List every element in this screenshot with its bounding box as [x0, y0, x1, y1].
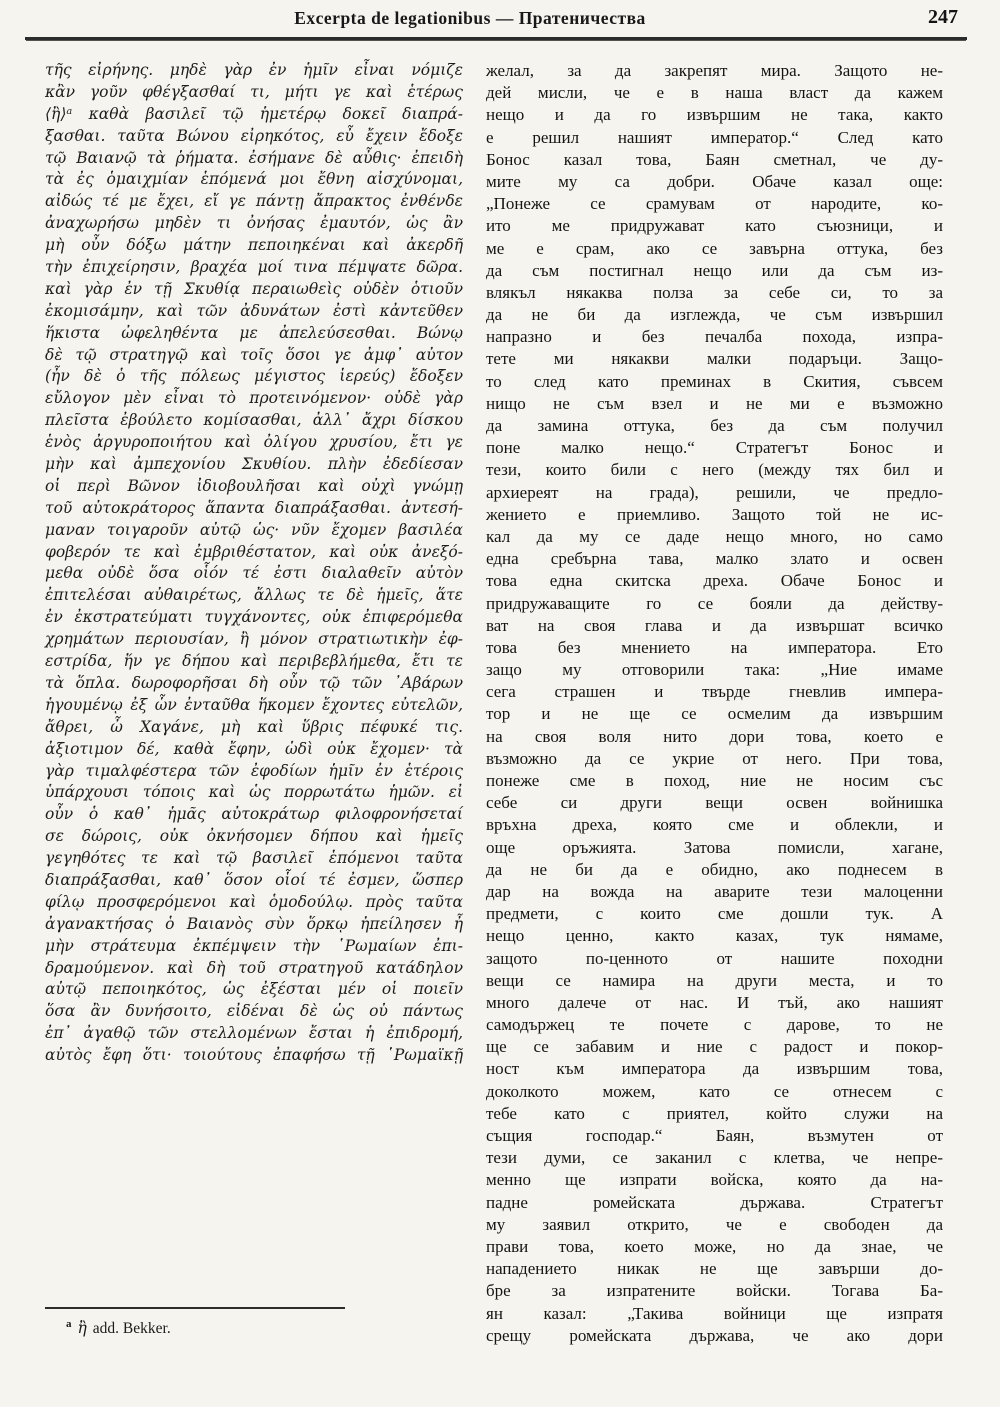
text-line: архиереят на града), решили, че предло- — [486, 482, 943, 502]
greek-text-column — [45, 60, 463, 1067]
text-line: μὴν καὶ ἀμπεχονίου Σκυθίου. πλὴν ἐδεδίεσαν — [45, 455, 463, 474]
text-line: това без мнението на императора. Ето — [486, 637, 943, 657]
text-line: ξασθαι. ταῦτα Βώνου εἰρηκότος, εὖ ἔχειν ἔδοξε — [45, 126, 463, 145]
text-line: то след като преминах в Скития, съвсем — [486, 371, 943, 391]
text-line: сега страшен и твърде гневлив импера- — [486, 682, 943, 702]
footnote-greek-word: ἢ — [77, 1319, 87, 1338]
text-line: тебе като с приятел, който служи на — [486, 1103, 943, 1123]
text-line: е решил нашият император.“ След като — [486, 127, 943, 147]
footnote-text: add. Bekker. — [92, 1320, 171, 1338]
text-line: тези думи, се заканил с клетва, че непре- — [486, 1148, 943, 1168]
text-line: дар на вожда на аварите тези малоценни — [486, 881, 943, 901]
text-line: ще се забавим и ние с радост и покор- — [486, 1037, 943, 1057]
text-line: σε δώροις, οὐκ ὀκνήσομεν δήπου καὶ ἡμεῖς — [45, 827, 463, 846]
text-line: предмети, с които сме дошли тук. А — [486, 904, 943, 924]
critical-apparatus-footnote — [66, 1318, 171, 1338]
text-line: γεγηθότες τε καὶ τῷ βασιλεῖ ἑπόμενοι ταῦτα — [45, 849, 463, 868]
text-line: μὴν στράτευμα ἐκπέμψειν τὴν ῾Ρωμαίων ἐπι- — [45, 936, 463, 955]
text-line: да замина оттука, без да съм получил — [486, 416, 943, 435]
text-line: една сребърна тава, малко злато и освен — [486, 549, 943, 569]
text-line: τῷ Βαιανῷ τὰ ῥήματα. ἐσήμανε δὲ αὖθις· ἐπειδὴ — [45, 148, 463, 167]
text-line: καὶ γὰρ ἐν τῇ Σκυθίᾳ περαιωθεὶς οὐδὲν ὁτιοῦν — [45, 279, 463, 298]
text-line: ἀξιοτιμον δέ, καθὰ ἔφην, ὡδὶ οὐκ ἔχομεν· τὰ — [45, 739, 463, 758]
text-line: напразно и без печалба похода, изпра- — [486, 327, 943, 347]
text-line: ἀγανακτήσας ὁ Βαιανὸς σὺν ὅρκῳ ἠπείλησεν ἦ — [45, 914, 463, 933]
text-line: защото по-ценното от нашите походни — [486, 948, 943, 968]
text-line: οἱ περὶ Βῶνον ἰδιοβουλῆσαι καὶ οὐχὶ γνώμῃ — [45, 476, 463, 495]
text-line: τῆς εἰρήνης. μηδὲ γὰρ ἐν ἡμῖν εἶναι νόμιζε — [45, 61, 463, 79]
text-line: това една скитска дреха. Обаче Бонос и — [486, 571, 943, 591]
text-line: жението е приемливо. Защото той не ис- — [486, 504, 943, 524]
text-line: ὅσα ἂν δυνήσοιτο, εἰδέναι δὲ ὡς οὐ πάντως — [45, 1002, 463, 1021]
text-line: χρημάτων περιουσίαν, ἢ μόνον στρατιωτικὴν ἐφ- — [45, 630, 463, 649]
bulgarian-translation-column — [486, 60, 943, 1347]
text-line: връхна дреха, която сме и облекли, и — [486, 815, 943, 835]
text-line: αὐτὸς ἔφη ὅτι· τοιούτους ἐπαφήσω τῇ ῾Ρωμαϊκῇ — [45, 1046, 463, 1065]
text-line: „Понеже се срамувам от народите, ко- — [486, 194, 943, 214]
text-line: ἥκιστα ὠφεληθέντα με ἀπελεύσεσθαι. Βώνῳ — [45, 323, 463, 342]
text-line: μὴ οὖν δόξω μάτην πεποιηκέναι καὶ ἀκερδῆ — [45, 236, 463, 255]
text-line: много далече от нас. И тъй, ако нашият — [486, 992, 943, 1012]
text-line: (ἦν δὲ ὁ τῆς πόλεως μέγιστος ἱερεύς) ἔδοξεν — [45, 367, 463, 386]
text-line: ἐπιτελέσαι αὐθαιρέτως, ἄλλως τε δὲ ἡμεῖς, ἅτε — [45, 586, 463, 605]
text-line: да не би да изглежда, че съм извършил — [486, 305, 943, 325]
text-line: дей мисли, че е в наша власт да кажем — [486, 83, 943, 103]
text-line: да съм постигнал нещо или да съм из- — [486, 260, 943, 280]
text-line: τοῦ αὐτοκράτορος ἅπαντα διαπράξασθαι. ἀντεσή- — [45, 498, 463, 517]
footnote-marker: а — [66, 1318, 72, 1330]
text-line: φοβερόν τε καὶ ἐμβριθέστατον, καὶ οὐκ ἀνεξό- — [45, 542, 463, 561]
text-line: на своя воля нито дори това, което е — [486, 726, 943, 746]
text-line: доколкото можем, като се отнесем с — [486, 1081, 943, 1101]
text-line: δὲ τῷ στρατηγῷ καὶ τοῖς ὅσοι γε ἀμφ᾽ αὐτον — [45, 345, 463, 364]
text-line: възможно да се укрие от него. При това, — [486, 748, 943, 768]
text-line: ὑπάρχουσι τόποις καὶ ὡς πορρωτάτω ἡμῶν. εἰ — [45, 783, 463, 802]
page-number: 247 — [928, 6, 958, 28]
text-line: влякъл някаква полза за себе си, то за — [486, 282, 943, 302]
text-line: μαναν τοιγαροῦν αὐτῷ ὡς· νῦν ἔχομεν βασιλέα — [45, 520, 463, 539]
footnote-rule — [45, 1307, 345, 1309]
text-line: бре за изпратените войски. Тогава Ба- — [486, 1281, 943, 1301]
text-line: кал да му се даде нещо много, но само — [486, 526, 943, 546]
text-line: нищо не съм взел и не ми е възможно — [486, 393, 943, 413]
text-line: ян казал: „Такива войници ще изпратя — [486, 1303, 943, 1323]
text-line: αἰδώς τέ με ἔχει, εἴ γε πάντῃ ἄπρακτος ἐνθένδε — [45, 192, 463, 211]
text-line: πλεῖστα ἐβούλετο κομίσασθαι, ἀλλ᾽ ἄχρι δίσκου — [45, 411, 463, 430]
text-line: вещи се намира на други места, и то — [486, 970, 943, 990]
text-line: мите му са добри. Обаче казал още: — [486, 171, 943, 191]
text-line: Бонос казал това, Баян сметнал, че ду- — [486, 149, 943, 169]
text-line: му заявил открито, че е свободен да — [486, 1214, 943, 1234]
text-line: τὴν ἐπιχείρησιν, βραχέα μοί τινα πέμψατε δῶρα. — [45, 258, 463, 277]
text-line: още оръжията. Затова помисли, хагане, — [486, 837, 943, 857]
text-line: ἡγουμένῳ ἐξ ὧν ἐνταῦθα ἥκομεν ἔχοντες εὐτελῶν, — [45, 695, 463, 714]
text-line: ност към императора да извършим това, — [486, 1059, 943, 1079]
text-line: срещу ромейската държава, че ако дори — [486, 1325, 943, 1345]
text-line: αὐτῷ πεποιηκότος, ὡς ἐξέσται μέν οἱ ποιεῖν — [45, 980, 463, 999]
text-line: εὔλογον μὲν εἶναι τὸ προτεινόμενον· οὐδὲ γὰρ — [45, 389, 463, 408]
header-rule — [25, 37, 967, 40]
text-line: нещо и да го извършим не така, както — [486, 105, 943, 125]
text-line: същия господар.“ Баян, възмутен от — [486, 1126, 943, 1145]
text-line: ἐν ἐκστρατεύματι τυγχάνοντες, οὐκ ἐπιφερόμεθα — [45, 608, 463, 627]
text-line: ⟨ἢ⟩ᵃ καθὰ βασιλεῖ τῷ ἡμετέρῳ δοκεῖ διαπρά- — [45, 104, 463, 123]
text-line: γὰρ τιμαλφέστερα τῶν ἐφοδίων ἡμῖν ἐν ἑτέροις — [45, 761, 463, 780]
text-line: φίλῳ προσφερόμενοι καὶ ὁμοδούλῳ. πρὸς ταῦτα — [45, 892, 463, 911]
text-line: τὰ ἐς ὁμαιχμίαν ἑπόμενά μοι ἔθνη αἰσχύνομαι, — [45, 170, 463, 189]
text-line: τὰ ὅπλα. δωροφορῆσαι δὴ οὖν τῷ τῶν ᾽Αβάρων — [45, 673, 463, 692]
text-line: тор и не ще се осмелим да извършим — [486, 704, 943, 724]
text-line: ἐπ᾽ ἀγαθῷ τῶν στελλομένων ἔσται ἡ ἐπιδρομή, — [45, 1024, 463, 1043]
text-line: прави това, което може, но да знае, че — [486, 1236, 943, 1256]
text-line: ἑνὸς ἀργυροποιήτου καὶ ὀλίγου χρυσίου, ἔτι γε — [45, 433, 463, 452]
text-line: ват на своя глава и да извършат всичко — [486, 615, 943, 635]
text-line: εστρίδα, ἥν γε δήπου καὶ περιβεβλήμεθα, ἔτι τε — [45, 652, 463, 671]
text-line: падне ромейската държава. Стратегът — [486, 1192, 943, 1212]
text-line: нападението никак не ще завърши до- — [486, 1259, 943, 1279]
text-line: поне малко нещо.“ Стратегът Бонос и — [486, 438, 943, 458]
text-line: тете ми някакви малки подаръци. Защо- — [486, 349, 943, 369]
text-line: κἂν γοῦν φθέγξασθαί τι, μήτι γε καὶ ἑτέρως — [45, 82, 463, 101]
text-line: μεθα οὐδὲ ὅσα οἷόν τέ ἐστι διαλαθεῖν αὐτὸν — [45, 564, 463, 583]
running-header-title: Excerpta de legationibus — Пратеничества — [294, 8, 646, 28]
text-line: защо му отговорили така: „Ние имаме — [486, 660, 943, 680]
text-line: придружаващите го се бояли да действу- — [486, 593, 943, 613]
text-line: менно ще изпрати войска, която да на- — [486, 1170, 943, 1190]
text-line: понеже сме в поход, ние не носим със — [486, 771, 943, 790]
text-line: ἀναχωρήσω μηδὲν τι ὀνήσας ἐμαυτόν, ὡς ἂν — [45, 214, 463, 233]
text-line: ме е срам, ако се завърна оттука, без — [486, 238, 943, 258]
text-line: ито ме придружават като съюзници, и — [486, 216, 943, 236]
text-line: желал, за да закрепят мира. Защото не- — [486, 61, 943, 80]
text-line: самодържец те почете с дарове, то не — [486, 1015, 943, 1035]
text-line: διαπράξασθαι, καθ᾽ ὅσον οἷοί τέ ἐσμεν, ὥσπερ — [45, 870, 463, 889]
text-line: δραμούμενον. καὶ δὴ τοῦ στρατηγοῦ κατάδηλον — [45, 958, 463, 977]
text-line: нещо ценно, както казах, тук нямаме, — [486, 926, 943, 946]
text-line: себе си други вещи освен войнишка — [486, 793, 943, 813]
text-line: да не би да е обидно, ако поднесем в — [486, 859, 943, 879]
text-line: ἐκομισάμην, καὶ τῶν ἀδυνάτων ἐστὶ κἀντεῦθεν — [45, 301, 463, 320]
text-line: ἄθρει, ὦ Χαγάνε, μὴ καὶ ὕβρις πέφυκέ τις. — [45, 717, 463, 736]
text-line: οὖν ὁ καθ᾽ ἡμᾶς αὐτοκράτωρ φιλοφρονήσεταί — [45, 805, 463, 824]
text-line: тези, които били с него (между тях бил и — [486, 460, 943, 480]
